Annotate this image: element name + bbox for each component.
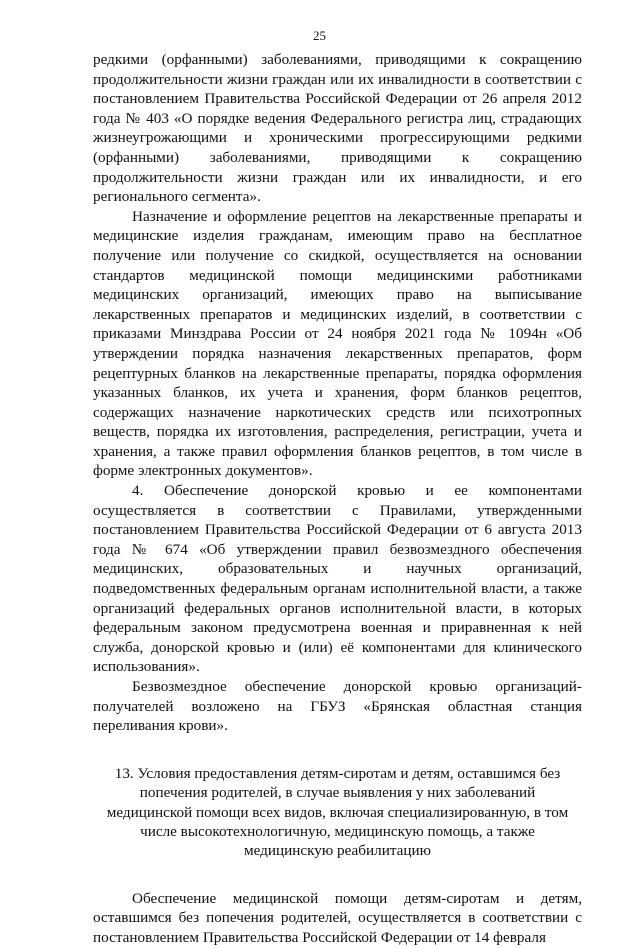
page-body — [93, 50, 582, 948]
page-number: 25 — [313, 28, 326, 43]
paragraph-prescriptions: Назначение и оформление рецептов на лекарственные препараты и медицинские изделия гражданам, имеющим право на бесплатное получение или получение со скидкой, осуществляется на основании стандартов медицинской помощи медицинскими работниками медицинских организаций, имеющих право на выписывание лекарственных препаратов и медицинских изделий, в соответствии с приказами Минздрава России от 24 ноября 2021 года № 1094н «Об утверждении порядка назначения лекарственных препаратов, форм рецептурных бланков на лекарственные препараты, порядка оформления указанных бланков, их учета и хранения, форм бланков рецептов, содержащих назначение наркотических средств или психотропных веществ, порядка их изготовления, распределения, регистрации, учета и хранения, а также правил оформления бланков рецептов, в том числе в форме электронных документов». — [93, 207, 582, 480]
paragraph-orphan-diseases-registry: редкими (орфанными) заболеваниями, приводящими к сокращению продолжительности жизни граждан или их инвалидности в соответствии с постановлением Правительства Российской Федерации от 26 апреля 2012 года № 403 «О порядке ведения Федерального регистра лиц, страдающих жизнеугрожающими и хроническими прогрессирующими редкими (орфанными) заболеваниями, приводящими к сокращению продолжительности жизни граждан или их инвалидности, и его регионального сегмента». — [93, 51, 582, 206]
paragraph-orphans-care: Обеспечение медицинской помощи детям-сиротам и детям, оставшимся без попечения родителей, осуществляется в соответствии с постановлением Правительства Российской Федерации от 14 февраля — [93, 889, 582, 946]
section-heading: 13. Условия предоставления детям-сиротам и детям, оставшимся без попечения родителей, в случае выявления у них заболеваний медицинской помощи всех видов, включая специализированную, в том числе высокотехнологичную, медицинскую помощь, а также медицинскую реабилитацию — [106, 764, 569, 860]
paragraph-blood-transfusion-station: Безвозмездное обеспечение донорской кровью организаций-получателей возложено на ГБУЗ «Брянская областная станция переливания крови». — [93, 678, 582, 735]
paragraph-donor-blood: 4. Обеспечение донорской кровью и ее компонентами осуществляется в соответствии с Правилами, утвержденными постановлением Правительства Российской Федерации от 6 августа 2013 года № 674 «Об утверждении правил безвозмездного обеспечения медицинских, образовательных и научных организаций, подведомственных федеральным органам исполнительной власти, а также организаций федеральных органов исполнительной власти, в которых федеральным законом предусмотрена военная и приравненная к ней служба, донорской кровью и (или) её компонентами для клинического использования». — [93, 482, 582, 676]
